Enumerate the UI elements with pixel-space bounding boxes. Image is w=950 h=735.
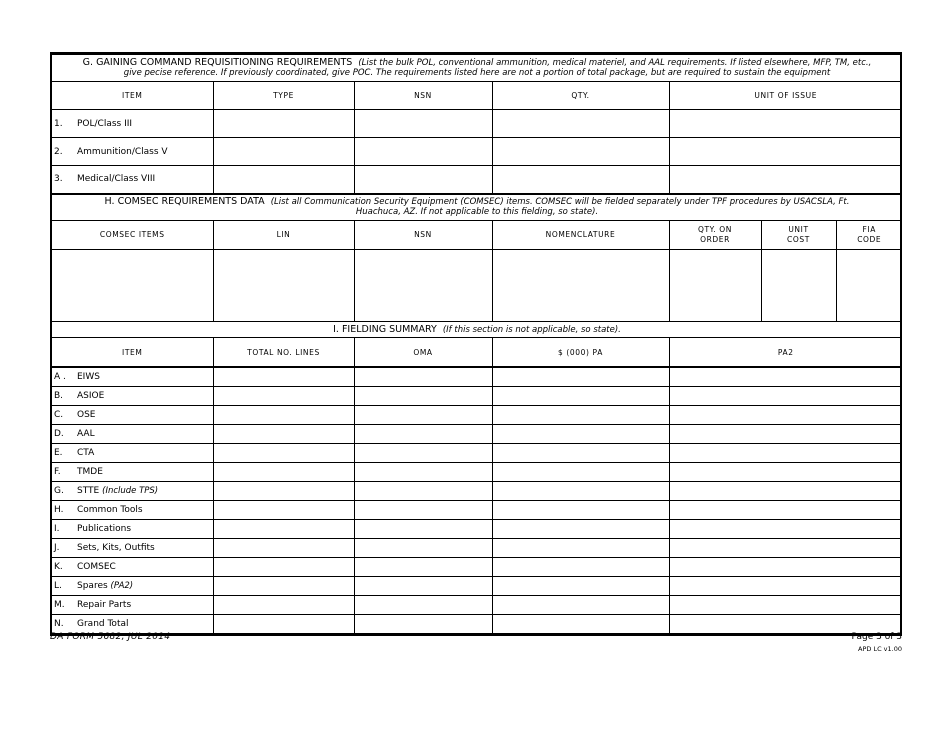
item-cell: F. TMDE — [52, 463, 213, 482]
total-lines-field[interactable] — [213, 406, 354, 425]
total-lines-field[interactable] — [213, 520, 354, 539]
unit-of-issue-field[interactable] — [669, 166, 902, 194]
section-i-heading: I. FIELDING SUMMARY — [333, 323, 437, 335]
oma-field[interactable] — [354, 596, 492, 615]
pa-field[interactable] — [492, 425, 669, 444]
pa2-field[interactable] — [669, 539, 902, 558]
total-lines-field[interactable] — [213, 501, 354, 520]
section-i-title — [52, 322, 902, 338]
col-header: COMSEC ITEMS — [52, 221, 213, 250]
section-i-header-row — [52, 338, 902, 367]
pa-field[interactable] — [492, 406, 669, 425]
nsn-field[interactable] — [354, 166, 492, 194]
col-header: ITEM — [52, 338, 213, 367]
lin-field[interactable] — [213, 250, 354, 322]
col-header: QTY. — [492, 82, 669, 110]
col-header: TOTAL NO. LINES — [213, 338, 354, 367]
type-field[interactable] — [213, 110, 354, 138]
section-g-heading: G. GAINING COMMAND REQUISITIONING REQUIREMENTS — [82, 57, 353, 68]
pa-field[interactable] — [492, 368, 669, 387]
unit-cost-field[interactable] — [761, 250, 836, 322]
pa2-field[interactable] — [669, 444, 902, 463]
section-h-title — [52, 194, 902, 221]
pa-field[interactable] — [492, 482, 669, 501]
pa2-field[interactable] — [669, 520, 902, 539]
pa-field[interactable] — [492, 463, 669, 482]
pa2-field[interactable] — [669, 501, 902, 520]
col-header: NSN — [354, 82, 492, 110]
nsn-field[interactable] — [354, 110, 492, 138]
unit-of-issue-field[interactable] — [669, 110, 902, 138]
pa2-field[interactable] — [669, 558, 902, 577]
col-header: LIN — [213, 221, 354, 250]
type-field[interactable] — [213, 166, 354, 194]
table-row — [52, 368, 902, 387]
item-cell: I. Publications — [52, 520, 213, 539]
pa2-field[interactable] — [669, 387, 902, 406]
form-id: DA FORM 5682, JUL 2014 — [50, 632, 171, 642]
qty-field[interactable] — [492, 138, 669, 166]
pa-field[interactable] — [492, 539, 669, 558]
item-cell: D. AAL — [52, 425, 213, 444]
total-lines-field[interactable] — [213, 615, 354, 634]
page-number: Page 3 of 3 — [851, 632, 902, 642]
oma-field[interactable] — [354, 520, 492, 539]
item-cell: 1. POL/Class III — [52, 110, 213, 138]
item-cell: M. Repair Parts — [52, 596, 213, 615]
pa2-field[interactable] — [669, 482, 902, 501]
table-row — [52, 138, 902, 166]
item-cell: H. Common Tools — [52, 501, 213, 520]
version-label: APD LC v1.00 — [858, 645, 902, 653]
total-lines-field[interactable] — [213, 463, 354, 482]
table-row — [52, 577, 902, 596]
table-row — [52, 463, 902, 482]
total-lines-field[interactable] — [213, 425, 354, 444]
pa-field[interactable] — [492, 520, 669, 539]
table-row — [52, 444, 902, 463]
pa-field[interactable] — [492, 387, 669, 406]
col-header: PA2 — [669, 338, 902, 367]
col-header: NOMENCLATURE — [492, 221, 669, 250]
pa2-field[interactable] — [669, 425, 902, 444]
total-lines-field[interactable] — [213, 577, 354, 596]
item-cell: N. Grand Total — [52, 615, 213, 634]
fielding-summary-table — [52, 367, 902, 634]
col-header: UNIT OF ISSUE — [669, 82, 902, 110]
item-cell: J. Sets, Kits, Outfits — [52, 539, 213, 558]
pa2-field[interactable] — [669, 463, 902, 482]
table-row — [52, 110, 902, 138]
total-lines-field[interactable] — [213, 368, 354, 387]
table-row — [52, 558, 902, 577]
oma-field[interactable] — [354, 425, 492, 444]
item-cell: 3. Medical/Class VIII — [52, 166, 213, 194]
table-row — [52, 596, 902, 615]
total-lines-field[interactable] — [213, 558, 354, 577]
nsn-field[interactable] — [354, 250, 492, 322]
qty-field[interactable] — [492, 110, 669, 138]
item-cell: 2. Ammunition/Class V — [52, 138, 213, 166]
comsec-items-field[interactable] — [52, 250, 213, 322]
item-cell: L. Spares (PA2) — [52, 577, 213, 596]
section-g-instructions: (List the bulk POL, conventional ammunition, medical materiel, and AAL requirements. If listed elsewhere, MFP, TM, etc., give pecise reference. If previously coordinated, give POC. The requirements listed here are not a portion of total package, but are required to sustain the equipment — [123, 58, 872, 78]
pa-field[interactable] — [492, 444, 669, 463]
col-header: NSN — [354, 221, 492, 250]
item-cell: B. ASIOE — [52, 387, 213, 406]
section-h-heading: H. COMSEC REQUIREMENTS DATA — [104, 196, 265, 208]
pa2-field[interactable] — [669, 368, 902, 387]
pa2-field[interactable] — [669, 406, 902, 425]
table-row — [52, 482, 902, 501]
oma-field[interactable] — [354, 558, 492, 577]
qty-on-order-field[interactable] — [669, 250, 761, 322]
table-row — [52, 425, 902, 444]
qty-field[interactable] — [492, 166, 669, 194]
oma-field[interactable] — [354, 387, 492, 406]
pa-field[interactable] — [492, 501, 669, 520]
total-lines-field[interactable] — [213, 482, 354, 501]
form-table — [52, 54, 902, 367]
nomenclature-field[interactable] — [492, 250, 669, 322]
pa2-field[interactable] — [669, 615, 902, 634]
oma-field[interactable] — [354, 368, 492, 387]
item-cell: G. STTE (Include TPS) — [52, 482, 213, 501]
oma-field[interactable] — [354, 463, 492, 482]
oma-field[interactable] — [354, 406, 492, 425]
pa-field[interactable] — [492, 558, 669, 577]
col-header: $ (000) PA — [492, 338, 669, 367]
table-row — [52, 615, 902, 634]
table-row — [52, 387, 902, 406]
total-lines-field[interactable] — [213, 596, 354, 615]
table-row — [52, 539, 902, 558]
oma-field[interactable] — [354, 577, 492, 596]
oma-field[interactable] — [354, 482, 492, 501]
col-header: TYPE — [213, 82, 354, 110]
col-header: ITEM — [52, 82, 213, 110]
item-cell: A . EIWS — [52, 368, 213, 387]
total-lines-field[interactable] — [213, 387, 354, 406]
nsn-field[interactable] — [354, 138, 492, 166]
pa2-field[interactable] — [669, 577, 902, 596]
table-row — [52, 406, 902, 425]
section-g-title — [52, 55, 902, 82]
oma-field[interactable] — [354, 539, 492, 558]
table-row — [52, 520, 902, 539]
section-h-instructions: (List all Communication Security Equipment (COMSEC) items. COMSEC will be fielded separately under TPF procedures by USACSLA, Ft. Huachuca, AZ. If not applicable to this fielding, so state). — [270, 197, 850, 218]
unit-of-issue-field[interactable] — [669, 138, 902, 166]
col-header: OMA — [354, 338, 492, 367]
oma-field[interactable] — [354, 615, 492, 634]
table-row — [52, 166, 902, 194]
section-g-header-row — [52, 82, 902, 110]
col-header: UNIT COST — [761, 221, 836, 250]
fia-code-field[interactable] — [836, 250, 902, 322]
pa2-field[interactable] — [669, 596, 902, 615]
total-lines-field[interactable] — [213, 539, 354, 558]
item-cell: C. OSE — [52, 406, 213, 425]
pa-field[interactable] — [492, 577, 669, 596]
section-i-instructions: (If this section is not applicable, so state). — [442, 324, 621, 335]
section-h-header-row — [52, 221, 902, 250]
da-form-5682-page3 — [50, 52, 902, 636]
oma-field[interactable] — [354, 501, 492, 520]
page-info — [852, 632, 903, 653]
col-header: QTY. ON ORDER — [669, 221, 761, 250]
total-lines-field[interactable] — [213, 444, 354, 463]
col-header: FIA CODE — [836, 221, 902, 250]
type-field[interactable] — [213, 138, 354, 166]
oma-field[interactable] — [354, 444, 492, 463]
item-cell: E. CTA — [52, 444, 213, 463]
pa-field[interactable] — [492, 615, 669, 634]
table-row — [52, 501, 902, 520]
item-cell: K. COMSEC — [52, 558, 213, 577]
pa-field[interactable] — [492, 596, 669, 615]
comsec-entry-row — [52, 250, 902, 322]
